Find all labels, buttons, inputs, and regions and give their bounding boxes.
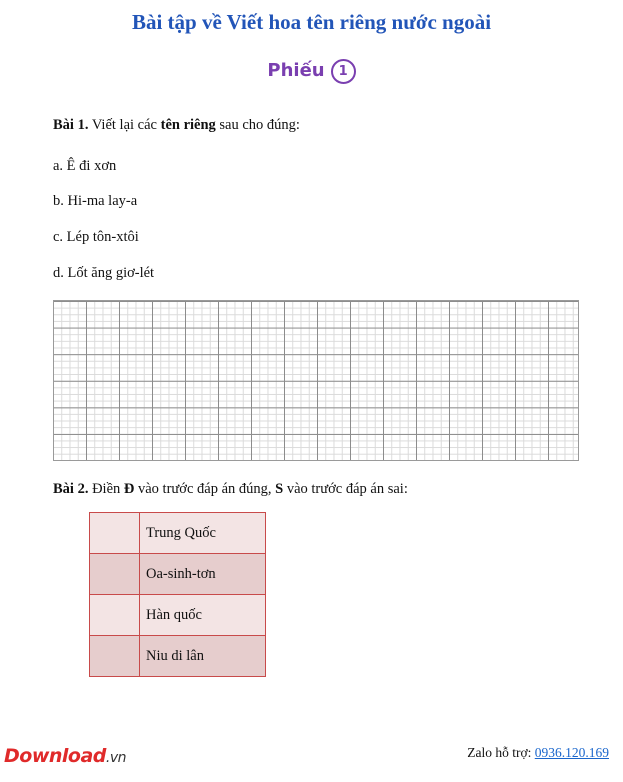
worksheet-label-text: Phiếu: [267, 60, 325, 81]
answer-row: [90, 554, 266, 595]
answer-box[interactable]: [90, 513, 140, 554]
answer-table: [89, 512, 266, 677]
answer-option: Oa-sinh-tơn: [140, 554, 266, 595]
support-contact: [467, 745, 609, 761]
support-phone-link[interactable]: 0936.120.169: [534, 745, 609, 760]
exercise1-item-a: a. Ê đi xơn: [53, 158, 117, 174]
exercise1-label: Bài 1.: [53, 117, 89, 133]
support-label: Zalo hỗ trợ:: [467, 745, 532, 760]
page-title: Bài tập về Viết hoa tên riêng nước ngoài: [131, 10, 492, 34]
exercise2-instruction: [53, 481, 408, 498]
answer-option: Trung Quốc: [140, 513, 266, 554]
worksheet-label: [0, 59, 623, 84]
writing-grid[interactable]: [53, 300, 579, 461]
exercise2-text3: vào trước đáp án sai:: [286, 481, 408, 497]
answer-row: [90, 595, 266, 636]
exercise1-instruction: [53, 117, 300, 134]
worksheet-number-badge: 1: [331, 59, 356, 84]
exercise2-text1: Điền: [92, 481, 121, 497]
exercise1-item-b: b. Hi-ma lay-a: [53, 193, 138, 209]
exercise2-letter-d: Đ: [123, 481, 135, 497]
answer-row: [90, 513, 266, 554]
logo-tld: .vn: [105, 750, 127, 766]
exercise1-text-pre: Viết lại các: [91, 117, 157, 133]
exercise2-letter-s: S: [275, 481, 284, 497]
exercise1-text-bold: tên riêng: [160, 117, 216, 133]
exercise2-label: Bài 2.: [53, 481, 89, 497]
exercise2-text2: vào trước đáp án đúng,: [138, 481, 272, 497]
answer-box[interactable]: [90, 554, 140, 595]
answer-option: Hàn quốc: [140, 595, 266, 636]
answer-row: [90, 636, 266, 677]
answer-box[interactable]: [90, 595, 140, 636]
exercise1-item-d: d. Lốt ăng giơ-lét: [53, 265, 155, 281]
answer-option: Niu di lân: [140, 636, 266, 677]
exercise1-item-c: c. Lép tôn-xtôi: [53, 229, 139, 245]
download-logo[interactable]: [4, 745, 126, 767]
exercise1-text-post: sau cho đúng:: [219, 117, 300, 133]
answer-box[interactable]: [90, 636, 140, 677]
logo-main: Download: [4, 745, 106, 767]
